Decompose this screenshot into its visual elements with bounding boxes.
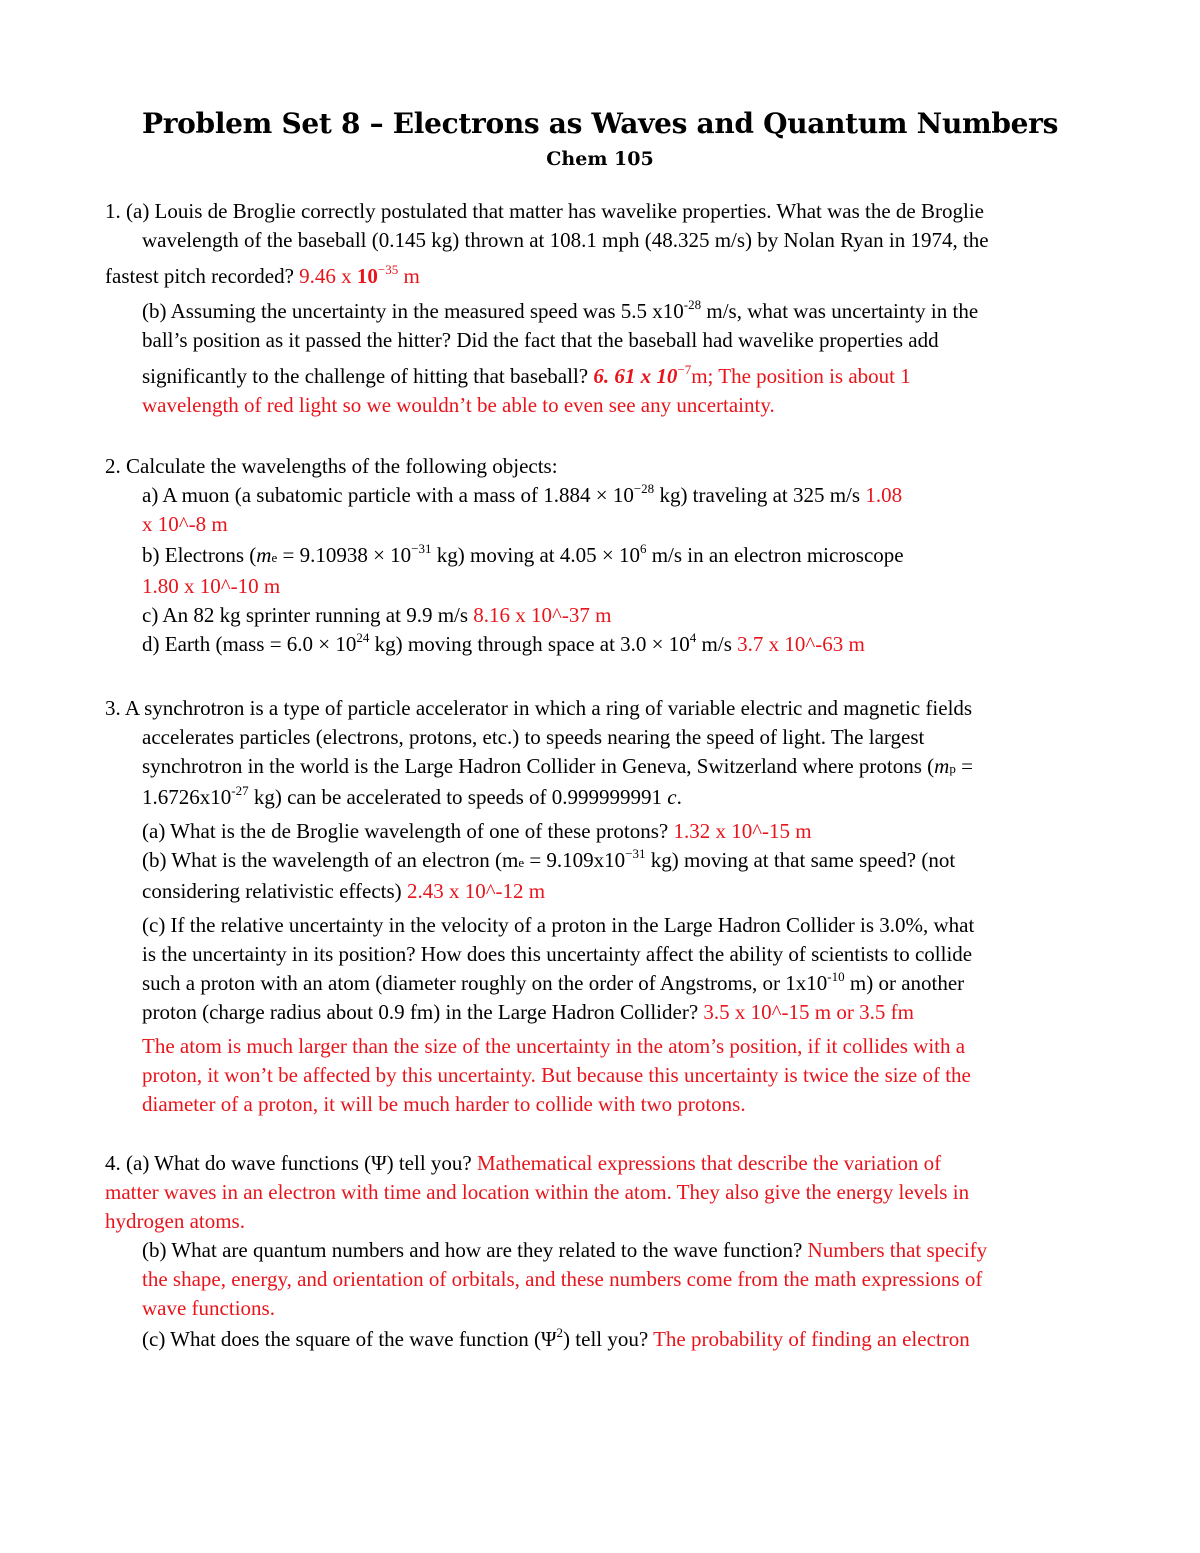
question-3	[105, 694, 1095, 1119]
q3-part-c: (c) If the relative uncertainty in the velocity of a proton in the Large Hadron Collider is 3.0%, what is the uncertainty in its position? How does this uncertainty affect the ability of scientists to collide such a proton with an atom (diameter roughly on the order of Angstroms, or $1x10^{-10}$ m) or another proton (charge radius about 0.9 fm) in the Large Hadron Collider? 3.5 x 10^-15 m or 3.5 fm	[142, 913, 975, 1024]
course-label: Chem 105	[546, 148, 654, 170]
q2a-answer: 1.08	[865, 483, 903, 507]
q3a-answer: 1.32 x 10^-15 m	[673, 819, 812, 843]
q1-part-b: (b) Assuming the uncertainty in the measured speed was 5.5 $x10^{-28}$ m/s, what was uncertainty in the ball’s position as it passed the hitter? Did the fact that the baseball had wavelike properties add significantly to the challenge of hitting that baseball? 6. 61 x $10^{-7}m$; The position is about 1 wavelength of red light so we wouldn’t be able to even see any uncertainty.	[142, 297, 979, 417]
q3-part-a: (a) What is the de Broglie wavelength of one of these protons? 1.32 x 10^-15 m	[142, 819, 812, 843]
q1-part-a: 1. (a) Louis de Broglie correctly postulated that matter has wavelike properties. What was the de Broglie wavelength of the baseball (0.145 kg) thrown at 108.1 mph (48.325 m/s) by Nolan Ryan in 1974, the fastest pitch recorded? 9.46 x $10^{-35}$ m	[105, 199, 989, 288]
q4-part-b: (b) What are quantum numbers and how are they related to the wave function? Numbers that specify the shape, energy, and orientation of orbitals, and these numbers come from the math expressions of wave functions.	[142, 1238, 988, 1320]
q4-part-a: 4. (a) What do wave functions (Ψ) tell you? Mathematical expressions that describe the variation of matter waves in an electron with time and location within the atom. They also give the energy levels in hydrogen atoms.	[105, 1151, 970, 1233]
q4-part-c: (c) What does the square of the wave function $(\Psi^2)$ tell you? The probability of finding an electron	[142, 1325, 970, 1351]
q1a-answer: 9.46 x $10^{-35}$ m	[299, 262, 420, 288]
q2b-answer: 1.80 x 10^-10 m	[142, 574, 281, 598]
q3-part-b: (b) What is the wavelength of an electron ($me = 9.109x10^{-31}$ kg) moving at that same speed? (not considering relativistic effects) 2.43 x 10^-12 m	[142, 846, 956, 903]
q4c-answer: The probability of finding an electron	[653, 1327, 970, 1351]
q2-part-a: a) A muon (a subatomic particle with a mass of $1.884 \times 10^{-28}$ kg) traveling at 325 m/s 1.08 x 10^-8 m	[142, 481, 903, 536]
q3c-answer: 3.5 x 10^-15 m or 3.5 fm	[703, 1000, 914, 1024]
q3b-answer: 2.43 x 10^-12 m	[406, 879, 546, 903]
q3c-explanation: The atom is much larger than the size of the uncertainty in the atom’s position, if it collides with a proton, it won’t be affected by this uncertainty. But because this uncertainty is twice the size of the diameter of a proton, it will be much harder to collide with two protons.	[142, 1034, 971, 1116]
q2a-answer-line2: x 10^-8 m	[142, 512, 228, 536]
q2c-answer: 8.16 x 10^-37 m	[473, 603, 612, 627]
q4b-answer: Numbers that specify	[807, 1238, 988, 1262]
q2-part-c: c) An 82 kg sprinter running at 9.9 m/s 8.16 x 10^-37 m	[142, 603, 612, 627]
q2-part-d: d) Earth (mass = $6.0 \times 10^{24}$ kg) moving through space at $3.0 \times 10^4$ m/s 3.7 x 10^-63 m	[142, 630, 865, 656]
page-title: Problem Set 8 – Electrons as Waves and Quantum Numbers	[141, 107, 1059, 140]
question-2	[105, 452, 1095, 659]
q4a-answer: Mathematical expressions that describe the variation of	[477, 1151, 942, 1175]
question-4	[105, 1149, 1095, 1354]
q2d-answer: 3.7 x 10^-63 m	[737, 632, 865, 656]
q2-part-b: b) Electrons ($me = 9.10938 \times 10^{-31}$ kg) moving at $4.05 \times 10^6$ m/s in an electron microscope 1.80 x 10^-10 m	[142, 541, 904, 598]
q1b-answer: 6. 61 x $10^{-7}m$; The position is about 1	[593, 362, 911, 388]
q3-stem: 3. A synchrotron is a type of particle accelerator in which a ring of variable electric and magnetic fields accelerates particles (electrons, protons, etc.) to speeds nearing the speed of light. The largest synchrotron in the world is the Large Hadron Collider in Geneva, Switzerland where protons (mp = $1.6726x10^{-27}$ kg) can be accelerated to speeds of 0.999999991 c.	[105, 696, 973, 809]
q1b-answer-line2: wavelength of red light so we wouldn’t be able to even see any uncertainty.	[142, 393, 775, 417]
q2-stem: 2. Calculate the wavelengths of the following objects:	[105, 454, 558, 478]
question-1	[105, 197, 1095, 420]
